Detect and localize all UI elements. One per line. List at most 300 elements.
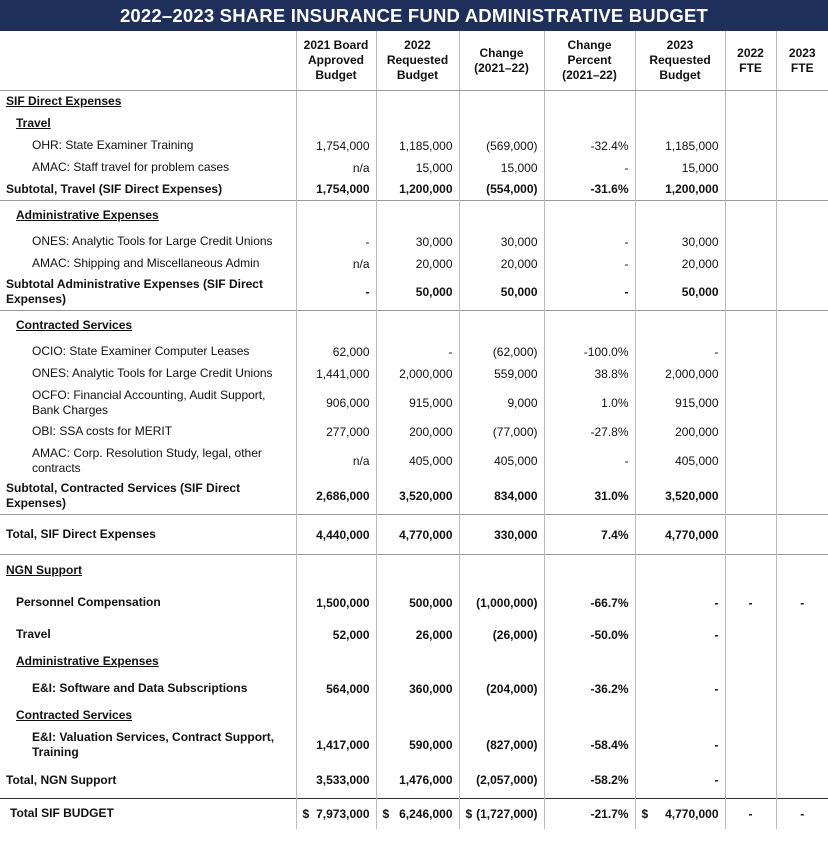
header-line: (2021–22) [474,60,529,75]
cell-2022-fte [725,479,776,515]
row-label: OCFO: Financial Accounting, Audit Support, Bank Charges [32,387,266,417]
cell-2023-fte [776,363,828,385]
cell-change-percent [544,705,635,727]
cell-2021-board [296,763,376,799]
cell-2023-requested [635,479,725,515]
header-line: Budget [659,68,701,82]
cell-value: - [714,737,719,752]
cell-2022-requested [376,799,459,829]
cell-2023-requested [635,91,725,113]
cell-2021-board [296,799,376,829]
cell-value: 1,754,000 [316,182,370,197]
cell-2023-fte [776,673,828,705]
cell-2023-requested [635,443,725,479]
cell-value: - [800,806,805,821]
cell-2021-board [296,311,376,341]
cell-change-percent [544,311,635,341]
cell-change-percent [544,91,635,113]
cell-value: 915,000 [675,395,719,410]
cell-value: - [624,453,629,468]
cell-value: 500,000 [409,595,453,610]
cell-2022-fte [725,619,776,651]
cell-2021-board [296,91,376,113]
cell-value: 4,770,000 [665,527,719,542]
table-row [0,157,828,179]
cell-2022-requested [376,341,459,363]
cell-value: 1,476,000 [399,773,453,788]
cell-value: n/a [352,256,370,271]
cell-change [459,727,544,763]
cell-2022-fte [725,555,776,587]
cell-value: (26,000) [492,627,538,642]
cell-value: 15,000 [415,160,453,175]
cell-change [459,515,544,555]
cell-2023-fte [776,763,828,799]
cell-2022-requested [376,157,459,179]
cell-2023-fte [776,179,828,201]
cell-2022-requested [376,311,459,341]
cell-value: - [624,256,629,271]
cell-2022-requested [376,479,459,515]
cell-change-percent [544,157,635,179]
cell-value: 1,185,000 [399,138,453,153]
cell-2023-fte [776,651,828,673]
table-row [0,253,828,275]
cell-value: -36.2% [590,681,629,696]
cell-change [459,91,544,113]
cell-value: (569,000) [486,138,538,153]
cell-2022-requested [376,385,459,421]
page-title: 2022–2023 SHARE INSURANCE FUND ADMINISTRATIVE BUDGET [0,0,828,31]
table-row [0,443,828,479]
cell-2021-board [296,479,376,515]
cell-2023-fte [776,201,828,231]
cell-value: (62,000) [492,344,538,359]
cell-2021-board [296,113,376,135]
cell-2023-fte [776,311,828,341]
cell-value: -31.6% [590,182,629,197]
cell-value: n/a [352,160,370,175]
cell-2022-fte [725,231,776,253]
row-label: Total, NGN Support [6,772,117,787]
cell-2023-fte [776,253,828,275]
cell-2023-fte [776,587,828,619]
cell-2022-fte [725,515,776,555]
cell-value: - [714,344,719,359]
header-line: 2022 [404,38,431,52]
cell-value: - [748,595,753,610]
cell-2022-fte [725,135,776,157]
cell-2023-requested [635,341,725,363]
cell-2023-requested [635,421,725,443]
dollar-sign: $ [302,806,310,821]
cell-change-percent [544,113,635,135]
cell-value: -58.4% [590,737,629,752]
table-row [0,619,828,651]
header-description [0,31,296,91]
cell-2022-fte [725,587,776,619]
cell-2023-fte [776,555,828,587]
cell-value: 31.0% [594,489,629,504]
header-line: Change [479,45,524,60]
cell-value: (554,000) [486,182,538,197]
cell-2022-fte [725,443,776,479]
cell-2023-requested [635,727,725,763]
row-label: Administrative Expenses [0,201,296,231]
table-row [0,385,828,421]
cell-value: 590,000 [409,737,453,752]
cell-2022-fte [725,201,776,231]
cell-2022-fte [725,253,776,275]
cell-value: - [714,773,719,788]
cell-value: 26,000 [415,627,453,642]
header-line: 2023 [666,38,694,52]
cell-value: 834,000 [494,489,538,504]
cell-value: -21.7% [590,806,629,821]
cell-2023-fte [776,275,828,311]
cell-change [459,113,544,135]
cell-value: -58.2% [590,773,629,788]
row-label: E&I: Valuation Services, Contract Support, Training [32,729,275,759]
cell-2023-requested [635,113,725,135]
row-label: OCIO: State Examiner Computer Leases [32,344,250,358]
cell-2022-fte [725,341,776,363]
cell-change [459,363,544,385]
cell-value: -27.8% [590,424,629,439]
cell-2023-requested [635,515,725,555]
cell-2022-fte [725,157,776,179]
cell-2022-fte [725,705,776,727]
cell-value: 4,770,000 [399,527,453,542]
cell-change-percent [544,341,635,363]
row-label: Travel [16,627,51,641]
cell-change-percent [544,587,635,619]
table-row [0,231,828,253]
row-label: AMAC: Staff travel for problem cases [32,160,230,174]
cell-value: - [448,344,453,359]
cell-value: n/a [352,453,370,468]
cell-change [459,157,544,179]
cell-value: - [624,234,629,249]
cell-2023-requested [635,157,725,179]
cell-2021-board [296,705,376,727]
header-2022-requested [376,31,459,91]
cell-change-percent [544,443,635,479]
row-label: Administrative Expenses [16,654,159,668]
cell-value: 3,520,000 [665,489,719,504]
row-label: OBI: SSA costs for MERIT [32,424,173,438]
cell-change [459,421,544,443]
cell-2022-requested [376,673,459,705]
cell-value: 20,000 [415,256,453,271]
cell-2022-requested [376,231,459,253]
cell-2023-fte [776,479,828,515]
row-label: E&I: Software and Data Subscriptions [32,681,248,695]
cell-value: (1,000,000) [476,595,538,610]
cell-2023-requested [635,253,725,275]
header-line: FTE [739,60,762,75]
cell-value: - [748,806,753,821]
cell-value: 2,000,000 [665,366,719,381]
cell-2023-fte [776,421,828,443]
cell-value: - [365,285,370,300]
header-2023-fte [776,31,828,91]
cell-change [459,673,544,705]
cell-2023-requested [635,587,725,619]
cell-2022-fte [725,363,776,385]
cell-change-percent [544,275,635,311]
cell-change-percent [544,363,635,385]
cell-value: 200,000 [409,424,453,439]
cell-2023-requested [635,705,725,727]
table-row [0,421,828,443]
row-label: SIF Direct Expenses [6,94,122,109]
cell-2022-fte [725,673,776,705]
header-2023-requested [635,31,725,91]
dollar-sign: $ [465,806,473,821]
row-label: Subtotal, Travel (SIF Direct Expenses) [6,181,223,196]
row-label: AMAC: Corp. Resolution Study, legal, other contracts [32,445,262,475]
cell-2021-board [296,157,376,179]
row-label: Total, SIF Direct Expenses [0,515,296,555]
row-label: Contracted Services [0,311,296,341]
cell-value: 559,000 [494,366,538,381]
cell-2023-requested [635,651,725,673]
row-label: Total SIF BUDGET [0,799,296,829]
row-label: Subtotal Administrative Expenses (SIF Direct Expenses) [6,277,263,307]
cell-value: 915,000 [409,395,453,410]
header-2021-board-approved [296,31,376,91]
cell-2023-requested [635,363,725,385]
cell-change-percent [544,727,635,763]
cell-change [459,479,544,515]
cell-value: -66.7% [590,595,629,610]
cell-change-percent [544,253,635,275]
cell-2021-board [296,651,376,673]
table-row [0,673,828,705]
cell-value: 38.8% [594,366,629,381]
cell-2023-fte [776,113,828,135]
cell-value: 906,000 [326,395,370,410]
cell-2022-requested [376,201,459,231]
header-line: 2021 Board [303,38,369,52]
cell-2023-requested [635,231,725,253]
cell-change [459,763,544,799]
cell-value: (77,000) [492,424,538,439]
cell-2022-requested [376,763,459,799]
header-change-percent [544,31,635,91]
cell-value: - [624,160,629,175]
row-label: AMAC: Shipping and Miscellaneous Admin [32,256,260,270]
cell-change [459,201,544,231]
cell-change-percent [544,201,635,231]
cell-2021-board [296,363,376,385]
cell-value: 200,000 [675,424,719,439]
cell-change-percent [544,619,635,651]
row-label: OHR: State Examiner Training [32,138,194,152]
table-row [0,587,828,619]
table-row [0,515,828,555]
row-label: NGN Support [0,555,296,587]
header-row [0,31,828,91]
cell-2022-requested [376,363,459,385]
cell-value: (204,000) [486,681,538,696]
cell-change [459,231,544,253]
cell-2023-fte [776,231,828,253]
table-row [0,91,828,113]
header-2022-fte [725,31,776,91]
cell-change [459,341,544,363]
cell-value: 15,000 [681,160,719,175]
cell-change-percent [544,479,635,515]
cell-2022-requested [376,619,459,651]
cell-value: 330,000 [494,527,538,542]
cell-change-percent [544,651,635,673]
cell-value: 277,000 [326,424,370,439]
header-line: 2022 [737,45,764,60]
cell-2022-fte [725,421,776,443]
cell-value: - [365,234,370,249]
header-line: Percent [567,53,612,67]
cell-change-percent [544,421,635,443]
row-label: ONES: Analytic Tools for Large Credit Unions [32,366,273,380]
cell-value: 360,000 [409,681,453,696]
cell-value: 405,000 [409,453,453,468]
row-label: Personnel Compensation [16,595,161,609]
cell-value: 15,000 [500,160,538,175]
dollar-sign: $ [382,806,390,821]
cell-change [459,799,544,829]
cell-2022-requested [376,113,459,135]
cell-2021-board [296,421,376,443]
cell-value: 3,520,000 [399,489,453,504]
cell-2021-board [296,385,376,421]
cell-2021-board [296,619,376,651]
header-line: Requested [386,53,449,67]
dollar-sign: $ [641,806,649,821]
cell-change [459,275,544,311]
cell-value: -50.0% [590,627,629,642]
cell-2022-fte [725,799,776,829]
cell-2023-requested [635,135,725,157]
cell-2022-requested [376,91,459,113]
cell-2022-fte [725,727,776,763]
table-row [0,479,828,515]
cell-change-percent [544,135,635,157]
cell-value: - [800,595,805,610]
cell-2021-board [296,443,376,479]
table-row [0,363,828,385]
cell-2023-requested [635,673,725,705]
cell-2022-fte [725,763,776,799]
cell-value: 7,973,000 [316,806,370,821]
cell-2022-requested [376,253,459,275]
header-line: Change [567,38,612,52]
cell-value: 1,185,000 [665,138,719,153]
cell-value: 50,000 [500,285,538,300]
cell-2022-fte [725,113,776,135]
cell-2023-requested [635,619,725,651]
header-line: Requested [649,53,711,67]
cell-change [459,587,544,619]
cell-value: 4,770,000 [665,806,719,821]
table-row [0,201,828,231]
cell-2022-requested [376,179,459,201]
cell-2021-board [296,341,376,363]
cell-value: 1,441,000 [316,366,370,381]
table-row [0,113,828,135]
cell-change [459,651,544,673]
cell-2021-board [296,587,376,619]
row-label: Travel [16,116,51,130]
table-row [0,135,828,157]
cell-2022-requested [376,515,459,555]
cell-2021-board [296,515,376,555]
cell-2023-fte [776,341,828,363]
cell-2021-board [296,253,376,275]
cell-2023-requested [635,311,725,341]
cell-value: - [714,627,719,642]
cell-value: 30,000 [500,234,538,249]
cell-value: (1,727,000) [476,806,538,821]
cell-value: -32.4% [590,138,629,153]
cell-value: -100.0% [583,344,629,359]
header-line: Budget [396,68,439,82]
cell-2021-board [296,231,376,253]
table-row [0,341,828,363]
cell-value: 405,000 [675,453,719,468]
cell-2021-board [296,135,376,157]
cell-value: 3,533,000 [316,773,370,788]
cell-2022-requested [376,727,459,763]
cell-value: 405,000 [494,453,538,468]
cell-2023-fte [776,91,828,113]
cell-change [459,135,544,157]
table-row [0,727,828,763]
table-row [0,763,828,799]
cell-2022-fte [725,311,776,341]
cell-value: 30,000 [415,234,453,249]
header-line: Approved [307,53,364,67]
cell-2023-fte [776,705,828,727]
table-row [0,705,828,727]
cell-2022-fte [725,385,776,421]
header-line: 2023 [788,45,816,60]
header-line: (2021–22) [562,68,617,82]
cell-value: 2,686,000 [316,489,370,504]
cell-2023-fte [776,799,828,829]
cell-change-percent [544,555,635,587]
table-row [0,275,828,311]
cell-2022-requested [376,421,459,443]
cell-2021-board [296,727,376,763]
cell-2023-requested [635,555,725,587]
cell-change-percent [544,799,635,829]
cell-2022-fte [725,179,776,201]
cell-2022-requested [376,443,459,479]
cell-2022-fte [725,275,776,311]
cell-2023-fte [776,157,828,179]
row-label: Contracted Services [16,708,133,722]
cell-change [459,311,544,341]
cell-value: 1,754,000 [316,138,370,153]
cell-value: 1,200,000 [399,182,453,197]
cell-2022-requested [376,275,459,311]
cell-value: 20,000 [681,256,719,271]
cell-2023-requested [635,179,725,201]
cell-2022-fte [725,91,776,113]
cell-2023-fte [776,727,828,763]
